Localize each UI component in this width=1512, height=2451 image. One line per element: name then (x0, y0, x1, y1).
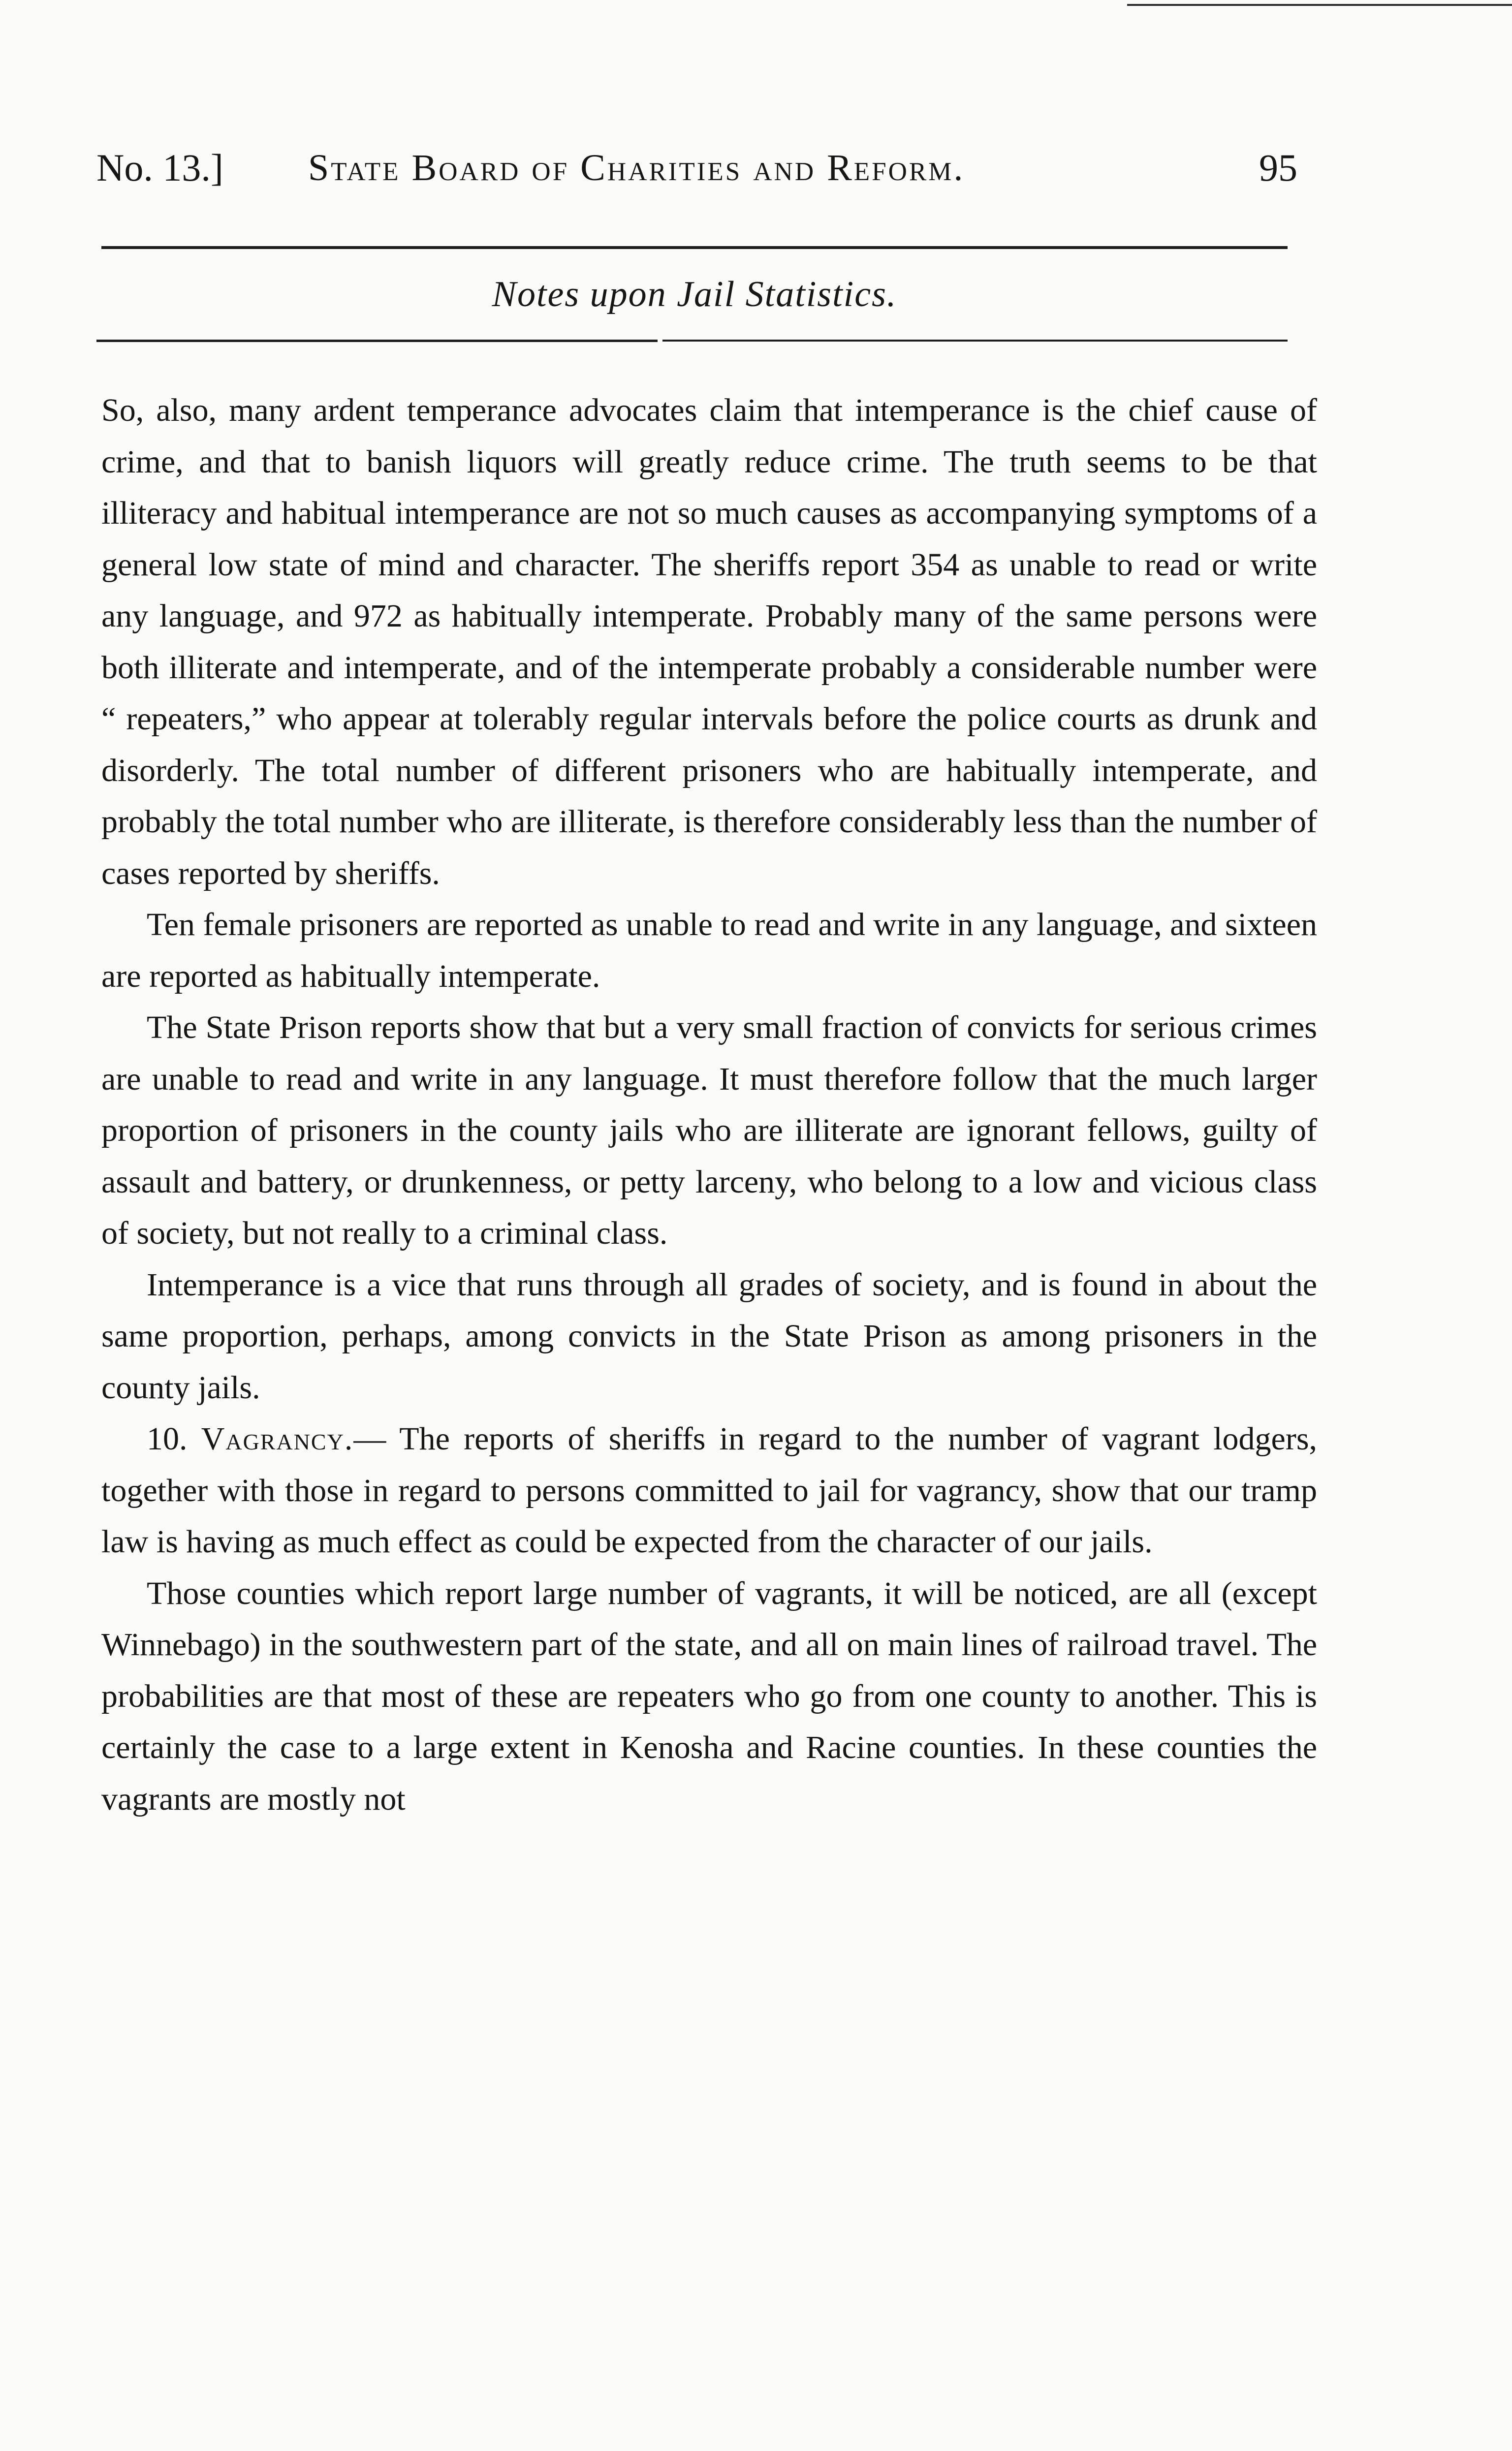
paragraph-female-prisoners: Ten female prisoners are reported as unable to read and write in any language, and sixteen are reported as habitually intemperate. (101, 907, 1317, 994)
paragraph-counties: Those counties which report large number of vagrants, it will be noticed, are all (except Winnebago) in the southwestern part of the state, and all on main lines of railroad travel. The probabilities are that most of these are repeaters who go from one county to another. This is certainly the case to a large extent in Kenosha and Racine counties. In these counties the vagrants are mostly not (101, 1575, 1317, 1817)
section-rule-right (662, 340, 1288, 342)
page-number: 95 (1259, 146, 1297, 189)
report-number: No. 13.] (96, 146, 223, 189)
section-title: Notes upon Jail Statistics. (492, 274, 897, 314)
scan-edge-rule (1127, 4, 1512, 6)
section-heading-vagrancy: Vagrancy. (201, 1421, 354, 1457)
paragraph-temperance: So, also, many ardent temperance advocates claim that intemperance is the chief cause of crime, and that to banish liquors will greatly reduce crime. The truth seems to be that illiteracy and habitual intemperance are not so much causes as accompanying symptoms of a general low state of mind and character. The sheriffs report 354 as unable to read or write any language, and 972 as habitually intemperate. Probably many of the same persons were both illiterate and intemperate, and of the intemperate probably a considerable number were “ repeaters,” who appear at tolerably regular intervals before the police courts as drunk and disorderly. The total number of different prisoners who are habitually intemperate, and probably the total number who are illiterate, is therefore considerably less than the number of cases reported by sheriffs. (101, 392, 1317, 891)
paragraph-state-prison: The State Prison reports show that but a very small fraction of convicts for serious crimes are unable to read and write in any language. It must therefore follow that the much larger proportion of prisoners in the county jails who are illiterate are ignorant fellows, guilty of assault and battery, or drunkenness, or petty larceny, who belong to a low and vicious class of society, but not really to a criminal class. (101, 1009, 1317, 1251)
paragraph-intemperance: Intemperance is a vice that runs through all grades of society, and is found in about the same proportion, perhaps, among convicts in the State Prison as among prisoners in the county jails. (101, 1266, 1317, 1406)
body-text (101, 385, 1317, 1825)
report-title: State Board of Charities and Reform. (308, 147, 965, 189)
paragraph-vagrancy (101, 1414, 1317, 1568)
header-rule (101, 246, 1288, 249)
section-rule-left (96, 340, 658, 342)
vagrancy-text: — The reports of sheriffs in regard to the number of vagrant lodgers, together with those in regard to persons committed to jail for vagrancy, show that our tramp law is having as much effect as could be expected from the character of our jails. (101, 1421, 1318, 1560)
section-number: 10. (147, 1421, 201, 1457)
running-head (96, 141, 1297, 195)
